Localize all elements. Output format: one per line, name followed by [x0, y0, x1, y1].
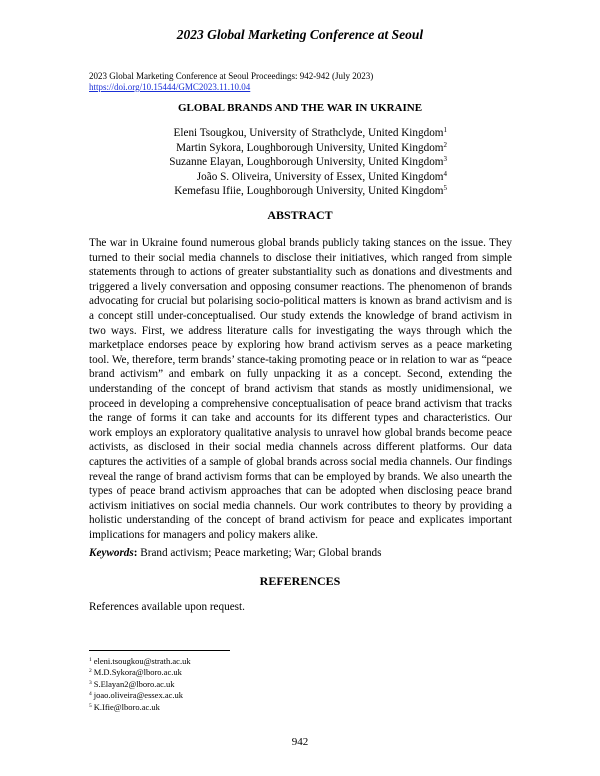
abstract-heading: ABSTRACT — [267, 208, 333, 222]
keywords-line — [89, 547, 382, 559]
keywords-colon: : — [133, 547, 138, 559]
author-line — [169, 141, 447, 156]
doi-link[interactable]: https://doi.org/10.15444/GMC2023.11.10.04 — [89, 82, 251, 92]
page-number: 942 — [291, 736, 309, 748]
author-line — [169, 126, 447, 141]
proceedings-citation: 2023 Global Marketing Conference at Seoul Proceedings: 942-942 (July 2023) — [89, 71, 374, 81]
references-text: References available upon request. — [89, 601, 245, 613]
footnote-item — [89, 702, 191, 713]
paper-title: GLOBAL BRANDS AND THE WAR IN UKRAINE — [177, 102, 423, 114]
footnote-email: eleni.tsougkou@strath.ac.uk — [93, 656, 191, 666]
footnote-number: 4 — [89, 691, 92, 698]
keywords-label: Keywords — [89, 547, 134, 559]
author-affiliation: João S. Oliveira, University of Essex, United Kingdom — [196, 170, 444, 183]
references-heading: REFERENCES — [259, 574, 341, 588]
footnote-separator — [89, 650, 230, 651]
footnote-number: 1 — [89, 657, 92, 663]
footnote-marker: 4 — [443, 169, 447, 178]
footnote-marker: 5 — [443, 184, 447, 192]
footnote-email: K.Ifie@lboro.ac.uk — [93, 701, 160, 712]
footnote-email: M.D.Sykora@lboro.ac.uk — [93, 667, 182, 678]
conference-header: 2023 Global Marketing Conference at Seoul — [176, 27, 424, 42]
footnote-number: 2 — [89, 668, 92, 675]
keywords-text: Brand activism; Peace marketing; War; Global brands — [137, 547, 382, 559]
footnote-email: S.Elayan2@lboro.ac.uk — [93, 678, 175, 689]
author-line — [169, 184, 447, 199]
footnote-marker: 2 — [443, 140, 447, 149]
footnote-item — [89, 679, 191, 690]
author-affiliation: Kemefasu Ifiie, Loughborough University, United Kingdom — [174, 185, 444, 197]
footnote-email: joao.oliveira@essex.ac.uk — [93, 690, 184, 701]
footnote-marker: 1 — [443, 126, 447, 134]
author-affiliation: Martin Sykora, Loughborough University, United Kingdom — [176, 141, 444, 154]
footnote-number: 5 — [89, 702, 92, 709]
author-line — [169, 155, 447, 170]
footnote-number: 3 — [89, 679, 92, 686]
footnotes — [89, 656, 191, 713]
author-list — [169, 126, 447, 199]
author-affiliation: Suzanne Elayan, Loughborough University, United Kingdom — [169, 156, 444, 168]
author-line — [169, 170, 447, 185]
footnote-item — [89, 667, 191, 678]
footnote-marker: 3 — [443, 155, 447, 163]
abstract-body: The war in Ukraine found numerous global brands publicly taking stances on the issue. They turned to their social media channels to disclose their initiatives, which ranged from simple statements through to actions of greater substantiality such as donations and divestments and triggered a lively conversation and opposing consumer reactions. The phenomenon of brands advocating for crucial but polarising socio-political matters is known as brand activism and is a concept still under-conceptualised. Our study extends the knowledge of brand activism in two ways. First, we address literature calls for investigating the ways through which the marketplace endorses peace by exploring how brand activism serves as a peace marketing tool. We, therefore, term brands’ stance-taking promoting peace or in relation to war as “peace brand activism” and embark on fully unpacking it as a concept. Second, extending the understanding of the concept of brand activism that stands as mostly unidimensional, we proceed in developing a comprehensive conceptualisation of peace brand activism that tracks the range of forms it can take and accounts for its different types and characteristics. Our work employs an exploratory qualitative analysis to unravel how global brands become peace activists, as disclosed in their social media channels across different platforms. Our data captures the activities of a sample of global brands across social media channels. Our findings reveal the range of brand activism forms that can be employed by brands. We also unearth the types of peace brand activism approaches that can be adopted when disclosing peace brand activism initiatives on social media channels. Our work contributes to theory by providing a holistic understanding of the concept of brand activism for peace and explicates important implications for managers and policy makers alike. — [89, 237, 512, 541]
footnote-item — [89, 656, 191, 667]
footnote-item — [89, 690, 191, 701]
author-affiliation: Eleni Tsougkou, University of Strathclyde, United Kingdom — [173, 127, 444, 139]
proceedings-block — [89, 71, 373, 93]
